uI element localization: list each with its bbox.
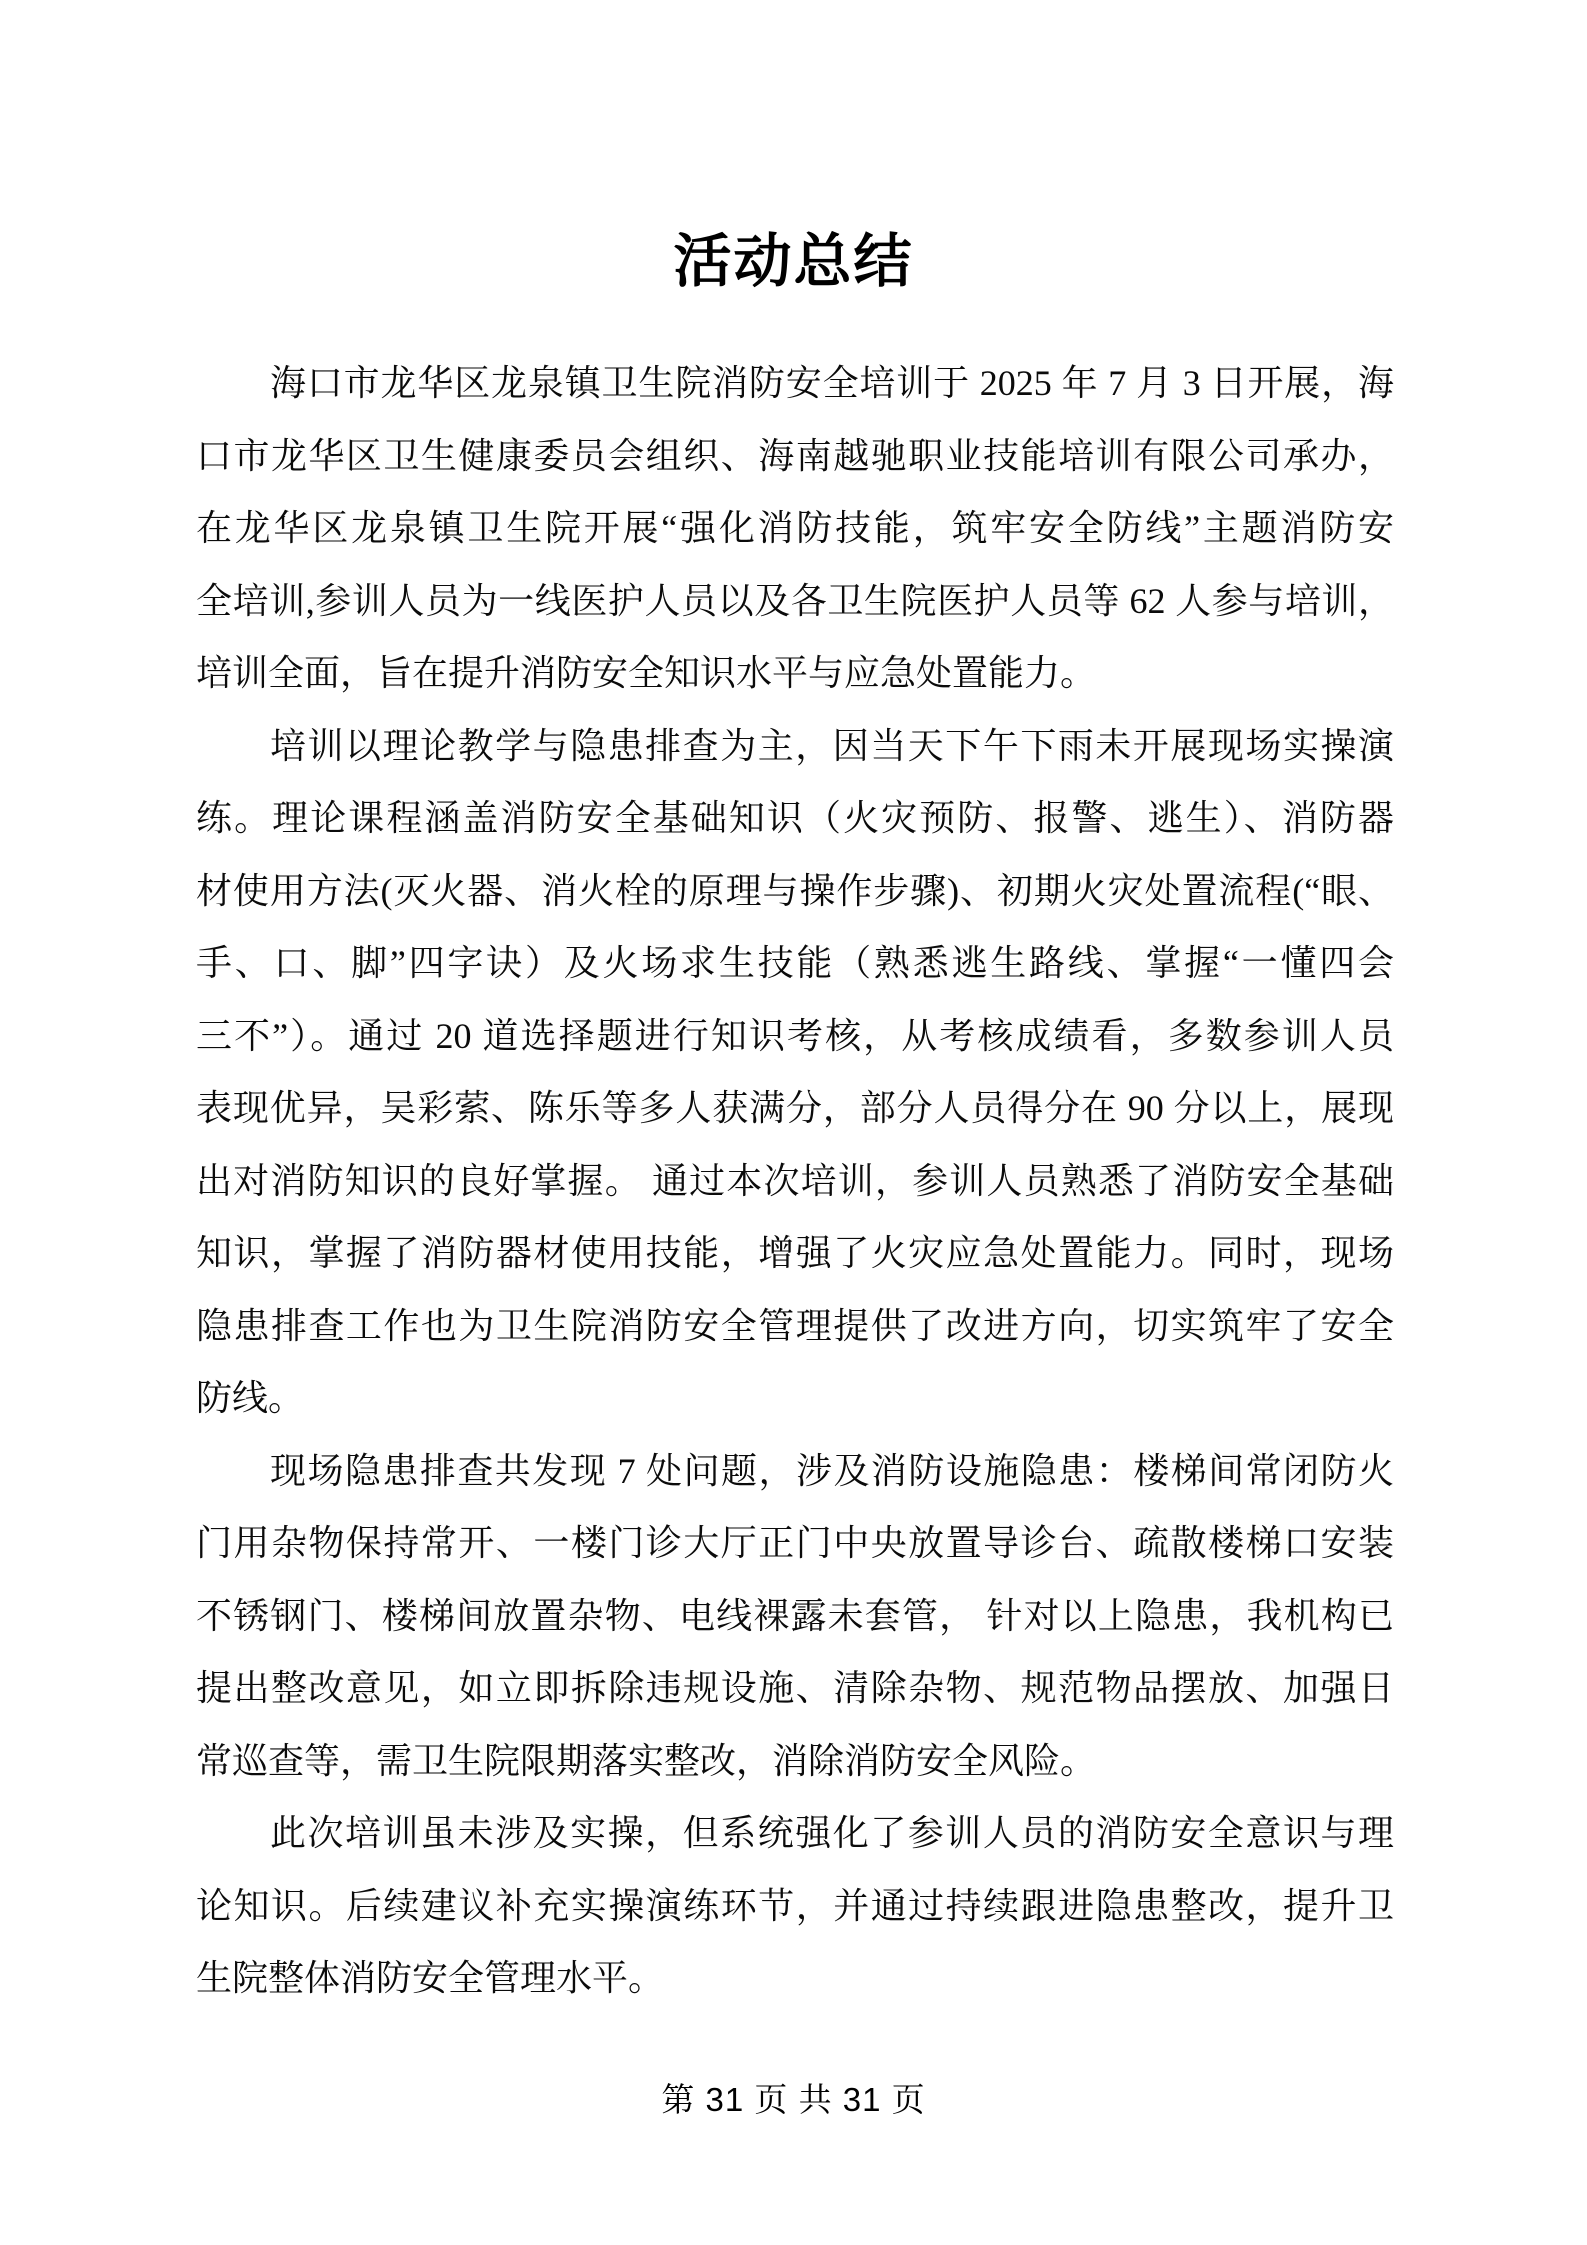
paragraph-intro [196, 347, 1394, 710]
text-line: 知识，掌握了消防器材使用技能，增强了火灾应急处置能力。同时，现场 [196, 1233, 1394, 1273]
text-line: 出对消防知识的良好掌握。 通过本次培训，参训人员熟悉了消防安全基础 [196, 1160, 1394, 1201]
text-line: 手、口、脚”四字诀）及火场求生技能（熟悉逃生路线、掌握“一懂四会 [196, 943, 1394, 983]
text-line: 表现优异，吴彩萦、陈乐等多人获满分，部分人员得分在 90 分以上，展现 [196, 1088, 1394, 1128]
text-line: 隐患排查工作也为卫生院消防安全管理提供了改进方向，切实筑牢了安全 [196, 1305, 1394, 1346]
text-line: 全培训,参训人员为一线医护人员以及各卫生院医护人员等 62 人参与培训， [196, 580, 1394, 621]
page-title: 活动总结 [673, 228, 914, 294]
text-line: 口市龙华区卫生健康委员会组织、海南越驰职业技能培训有限公司承办， [196, 435, 1394, 476]
text-line: 现场隐患排查共发现 7 处问题，涉及消防设施隐患：楼梯间常闭防火 [270, 1450, 1394, 1491]
text-line: 论知识。后续建议补充实操演练环节，并通过持续跟进隐患整改，提升卫 [196, 1885, 1394, 1926]
text-line: 防线。 [196, 1378, 305, 1418]
text-line: 常巡查等，需卫生院限期落实整改，消除消防安全风险。 [196, 1740, 1097, 1781]
text-line: 材使用方法(灭火器、消火栓的原理与操作步骤)、初期火灾处置流程(“眼、 [196, 870, 1394, 911]
text-line: 练。理论课程涵盖消防安全基础知识（火灾预防、报警、逃生）、消防器 [196, 798, 1394, 838]
page-number-footer: 第 31 页 共 31 页 [661, 2081, 926, 2118]
text-line: 提出整改意见，如立即拆除违规设施、清除杂物、规范物品摆放、加强日 [196, 1668, 1394, 1708]
paragraph-conclusion [196, 1797, 1394, 2015]
text-line: 海口市龙华区龙泉镇卫生院消防安全培训于 2025 年 7 月 3 日开展，海 [270, 363, 1394, 403]
text-line: 门用杂物保持常开、一楼门诊大厅正门中央放置导诊台、疏散楼梯口安装 [196, 1523, 1394, 1563]
text-line: 培训以理论教学与隐患排查为主，因当天下午下雨未开展现场实操演 [270, 725, 1394, 766]
document-body [196, 347, 1394, 2015]
text-line: 培训全面，旨在提升消防安全知识水平与应急处置能力。 [196, 653, 1097, 693]
text-line: 不锈钢门、楼梯间放置杂物、电线裸露未套管， 针对以上隐患，我机构已 [196, 1595, 1394, 1636]
text-line: 此次培训虽未涉及实操，但系统强化了参训人员的消防安全意识与理 [270, 1813, 1394, 1853]
text-line: 生院整体消防安全管理水平。 [196, 1958, 665, 1998]
text-line: 三不”）。通过 20 道选择题进行知识考核，从考核成绩看，多数参训人员 [196, 1015, 1394, 1056]
paragraph-training-content [196, 710, 1394, 1435]
paragraph-hazard-findings [196, 1435, 1394, 1798]
text-line: 在龙华区龙泉镇卫生院开展“强化消防技能，筑牢安全防线”主题消防安 [196, 508, 1394, 548]
